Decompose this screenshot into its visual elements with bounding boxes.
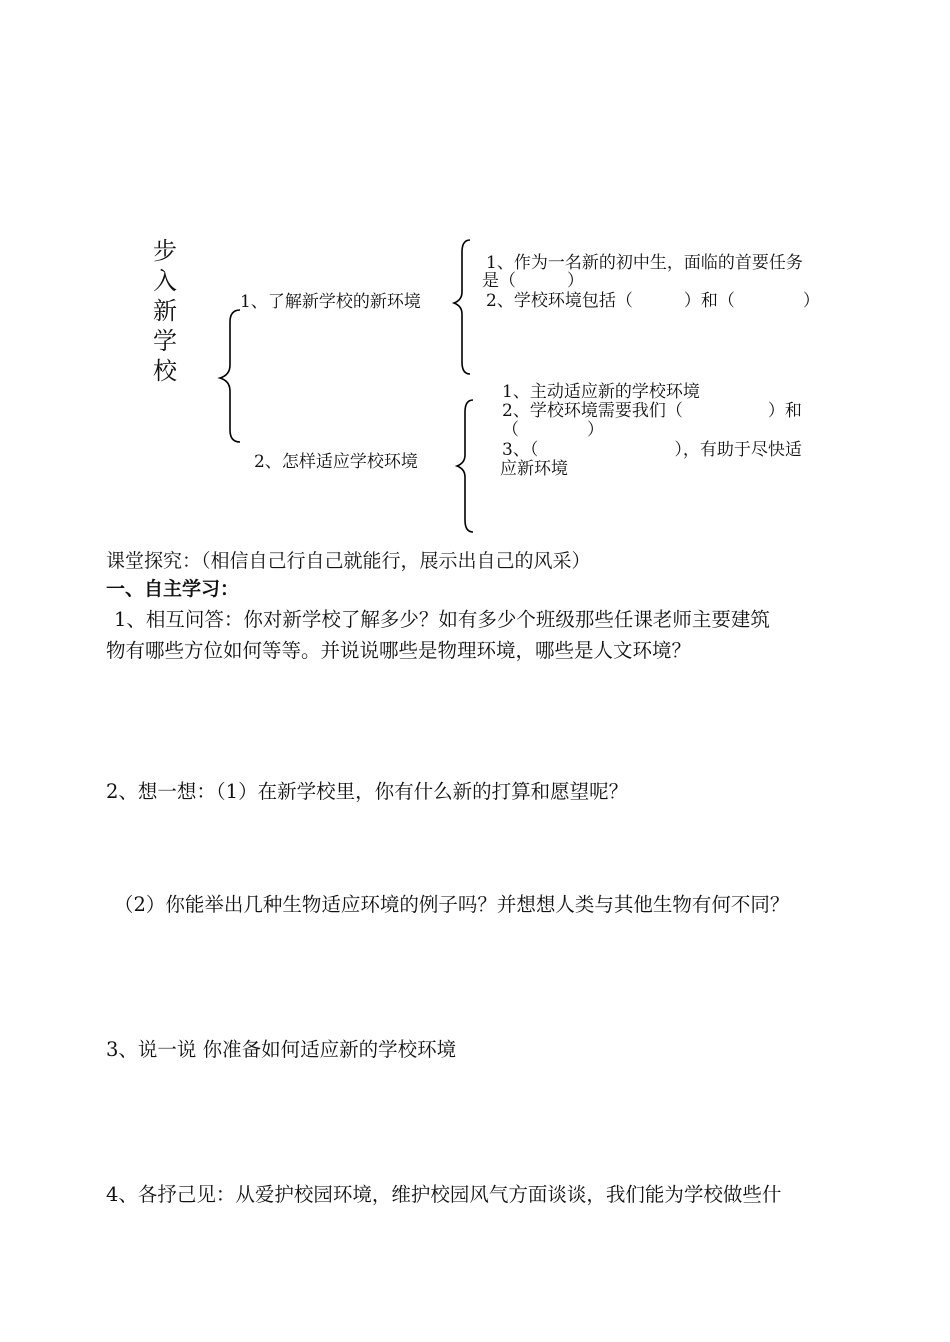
title-char: 学 <box>153 327 177 355</box>
diagram-braces <box>0 0 950 560</box>
branch2-item: （ ） <box>502 420 604 440</box>
question-1: 1、相互问答：你对新学校了解多少？如有多少个班级那些任课老师主要建筑 <box>114 608 770 631</box>
branch2-item: 应新环境 <box>500 459 568 479</box>
branch2-item: 3、（ ），有助于尽快适 <box>502 440 802 460</box>
branch1-label: 1、了解新学校的新环境 <box>240 292 421 312</box>
branch1-item: 2、学校环境包括（ ）和（ ） <box>486 291 820 311</box>
title-char: 入 <box>153 267 177 295</box>
branch1-item: 1、作为一名新的初中生，面临的首要任务 <box>486 253 803 273</box>
branch2-item: 1、主动适应新的学校环境 <box>502 382 700 402</box>
title-char: 步 <box>153 237 177 265</box>
question-2b: （2）你能举出几种生物适应环境的例子吗？并想想人类与其他生物有何不同？ <box>114 893 790 916</box>
question-4: 4、各抒己见：从爱护校园环境，维护校园风气方面谈谈，我们能为学校做些什 <box>106 1183 782 1206</box>
branch1-brace <box>454 240 470 374</box>
main-brace <box>220 310 240 442</box>
section-title: 一、自主学习： <box>106 578 240 600</box>
question-1-cont: 物有哪些方位如何等等。并说说哪些是物理环境，哪些是人文环境？ <box>106 639 692 662</box>
question-3: 3、说一说 你准备如何适应新的学校环境 <box>106 1038 457 1061</box>
title-char: 新 <box>153 297 177 325</box>
branch2-item: 2、学校环境需要我们（ ）和 <box>502 401 802 421</box>
branch1-item: 是（ ） <box>482 271 584 291</box>
title-char: 校 <box>153 357 177 385</box>
question-2: 2、想一想：（1）在新学校里，你有什么新的打算和愿望呢？ <box>106 780 629 803</box>
branch2-brace <box>457 400 473 532</box>
classroom-intro: 课堂探究：（相信自己行自己就能行，展示出自己的风采） <box>106 550 591 572</box>
branch2-label: 2、怎样适应学校环境 <box>254 452 418 472</box>
